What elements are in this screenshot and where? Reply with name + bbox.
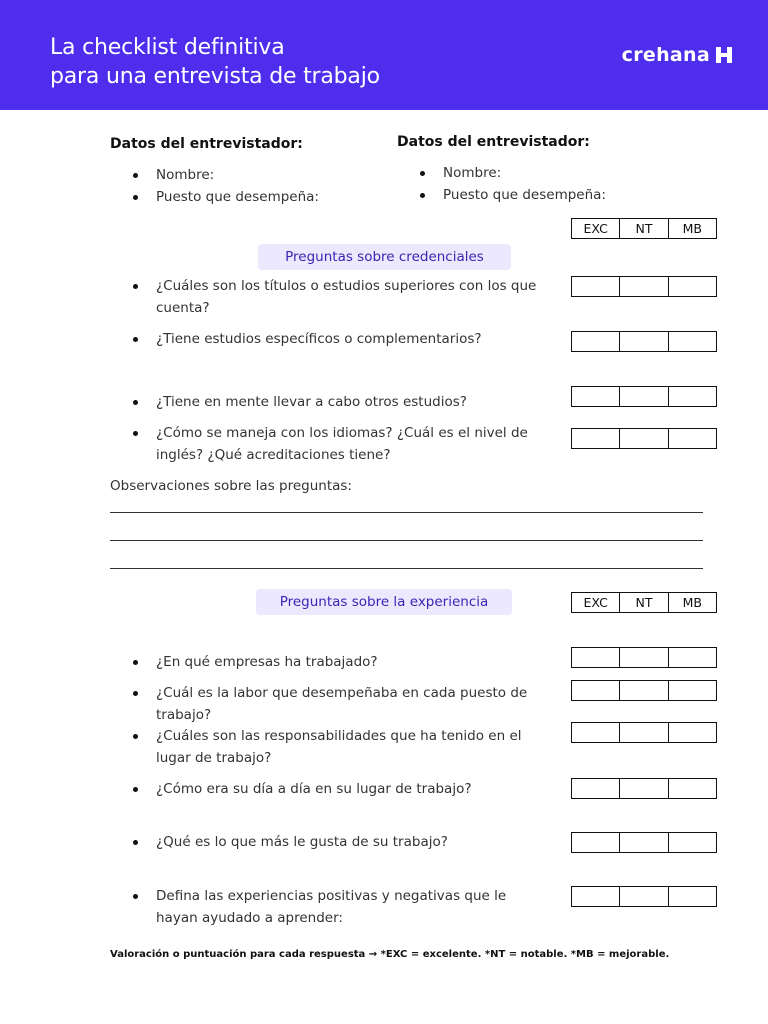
rating-cell-exc[interactable] <box>572 887 620 906</box>
rating-header-nt: NT <box>620 593 668 612</box>
question-credenciales-2: ¿Tiene estudios específicos o complementarios? <box>156 331 482 347</box>
rating-cell-mb[interactable] <box>669 429 716 448</box>
rating-cell-mb[interactable] <box>669 779 716 798</box>
brand-name: crehana <box>621 44 710 66</box>
bullet-icon <box>133 660 138 665</box>
rating-legend-note: Valoración o puntuación para cada respuesta → *EXC = excelente. *NT = notable. *MB = mejorable. <box>110 949 670 960</box>
question-experiencia-2: ¿Cuál es la labor que desempeñaba en cada puesto de trabajo? <box>156 685 528 723</box>
question-experiencia-1: ¿En qué empresas ha trabajado? <box>156 654 378 670</box>
rating-row <box>571 386 717 407</box>
interviewer-name-label-right: Nombre: <box>443 165 502 181</box>
rating-header-exc: EXC <box>572 219 620 238</box>
rating-cell-nt[interactable] <box>620 779 668 798</box>
rating-cell-nt[interactable] <box>620 681 668 700</box>
rating-row <box>571 276 717 297</box>
rating-header-experiencia <box>571 592 717 613</box>
bullet-icon <box>133 840 138 845</box>
section-title-experiencia: Preguntas sobre la experiencia <box>256 589 512 615</box>
rating-row <box>571 832 717 853</box>
interviewer-position-label-left: Puesto que desempeña: <box>156 189 319 205</box>
rating-cell-nt[interactable] <box>620 833 668 852</box>
rating-row <box>571 680 717 701</box>
question-credenciales-3: ¿Tiene en mente llevar a cabo otros estudios? <box>156 394 467 410</box>
question-credenciales-1: ¿Cuáles son los títulos o estudios superiores con los que cuenta? <box>156 278 537 316</box>
bullet-icon <box>133 195 138 200</box>
bullet-icon <box>133 691 138 696</box>
question-experiencia-3: ¿Cuáles son las responsabilidades que ha tenido en el lugar de trabajo? <box>156 728 522 766</box>
rating-header-nt: NT <box>620 219 668 238</box>
question-experiencia-4: ¿Cómo era su día a día en su lugar de trabajo? <box>156 781 472 797</box>
rating-cell-exc[interactable] <box>572 648 620 667</box>
question-credenciales-4: ¿Cómo se maneja con los idiomas? ¿Cuál es el nivel de inglés? ¿Qué acreditaciones tiene? <box>156 425 528 463</box>
rating-header-credenciales <box>571 218 717 239</box>
rating-cell-nt[interactable] <box>620 387 668 406</box>
rating-row <box>571 331 717 352</box>
rating-cell-mb[interactable] <box>669 681 716 700</box>
rating-cell-exc[interactable] <box>572 779 620 798</box>
bullet-icon <box>133 284 138 289</box>
bullet-icon <box>133 400 138 405</box>
rating-cell-exc[interactable] <box>572 723 620 742</box>
rating-cell-mb[interactable] <box>669 887 716 906</box>
rating-cell-exc[interactable] <box>572 833 620 852</box>
observations-label: Observaciones sobre las preguntas: <box>110 478 352 494</box>
rating-cell-exc[interactable] <box>572 681 620 700</box>
title-line-2: para una entrevista de trabajo <box>50 64 380 89</box>
rating-cell-mb[interactable] <box>669 723 716 742</box>
rating-cell-exc[interactable] <box>572 387 620 406</box>
rating-row <box>571 428 717 449</box>
rating-row <box>571 886 717 907</box>
bullet-icon <box>133 431 138 436</box>
interviewer-data-title-left: Datos del entrevistador: <box>110 136 303 152</box>
rating-cell-nt[interactable] <box>620 332 668 351</box>
rating-cell-mb[interactable] <box>669 332 716 351</box>
rating-cell-nt[interactable] <box>620 723 668 742</box>
bullet-icon <box>133 894 138 899</box>
page-title <box>50 33 380 91</box>
header-banner <box>0 0 768 110</box>
rating-cell-mb[interactable] <box>669 387 716 406</box>
crehana-logo-icon <box>716 47 732 63</box>
interviewer-data-title-right: Datos del entrevistador: <box>397 134 590 150</box>
section-title-credenciales: Preguntas sobre credenciales <box>258 244 511 270</box>
title-line-1: La checklist definitiva <box>50 35 285 60</box>
interviewer-position-label-right: Puesto que desempeña: <box>443 187 606 203</box>
bullet-icon <box>420 171 425 176</box>
bullet-icon <box>133 337 138 342</box>
rating-cell-nt[interactable] <box>620 648 668 667</box>
bullet-icon <box>133 173 138 178</box>
question-experiencia-5: ¿Qué es lo que más le gusta de su trabajo? <box>156 834 448 850</box>
rating-row <box>571 722 717 743</box>
interviewer-name-label-left: Nombre: <box>156 167 215 183</box>
observations-line[interactable] <box>110 540 703 541</box>
rating-header-mb: MB <box>682 221 702 236</box>
rating-cell-mb[interactable] <box>669 648 716 667</box>
rating-cell-nt[interactable] <box>620 277 668 296</box>
bullet-icon <box>420 193 425 198</box>
rating-cell-mb[interactable] <box>669 277 716 296</box>
rating-cell-nt[interactable] <box>620 429 668 448</box>
brand-logo <box>622 44 732 66</box>
rating-cell-exc[interactable] <box>572 277 620 296</box>
bullet-icon <box>133 734 138 739</box>
rating-header-exc: EXC <box>572 593 620 612</box>
rating-cell-exc[interactable] <box>572 429 620 448</box>
observations-line[interactable] <box>110 512 703 513</box>
rating-cell-mb[interactable] <box>669 833 716 852</box>
question-experiencia-6: Defina las experiencias positivas y negativas que le hayan ayudado a aprender: <box>156 888 507 926</box>
bullet-icon <box>133 787 138 792</box>
observations-line[interactable] <box>110 568 703 569</box>
rating-row <box>571 647 717 668</box>
rating-row <box>571 778 717 799</box>
rating-cell-exc[interactable] <box>572 332 620 351</box>
rating-header-mb: MB <box>682 595 702 610</box>
rating-cell-nt[interactable] <box>620 887 668 906</box>
